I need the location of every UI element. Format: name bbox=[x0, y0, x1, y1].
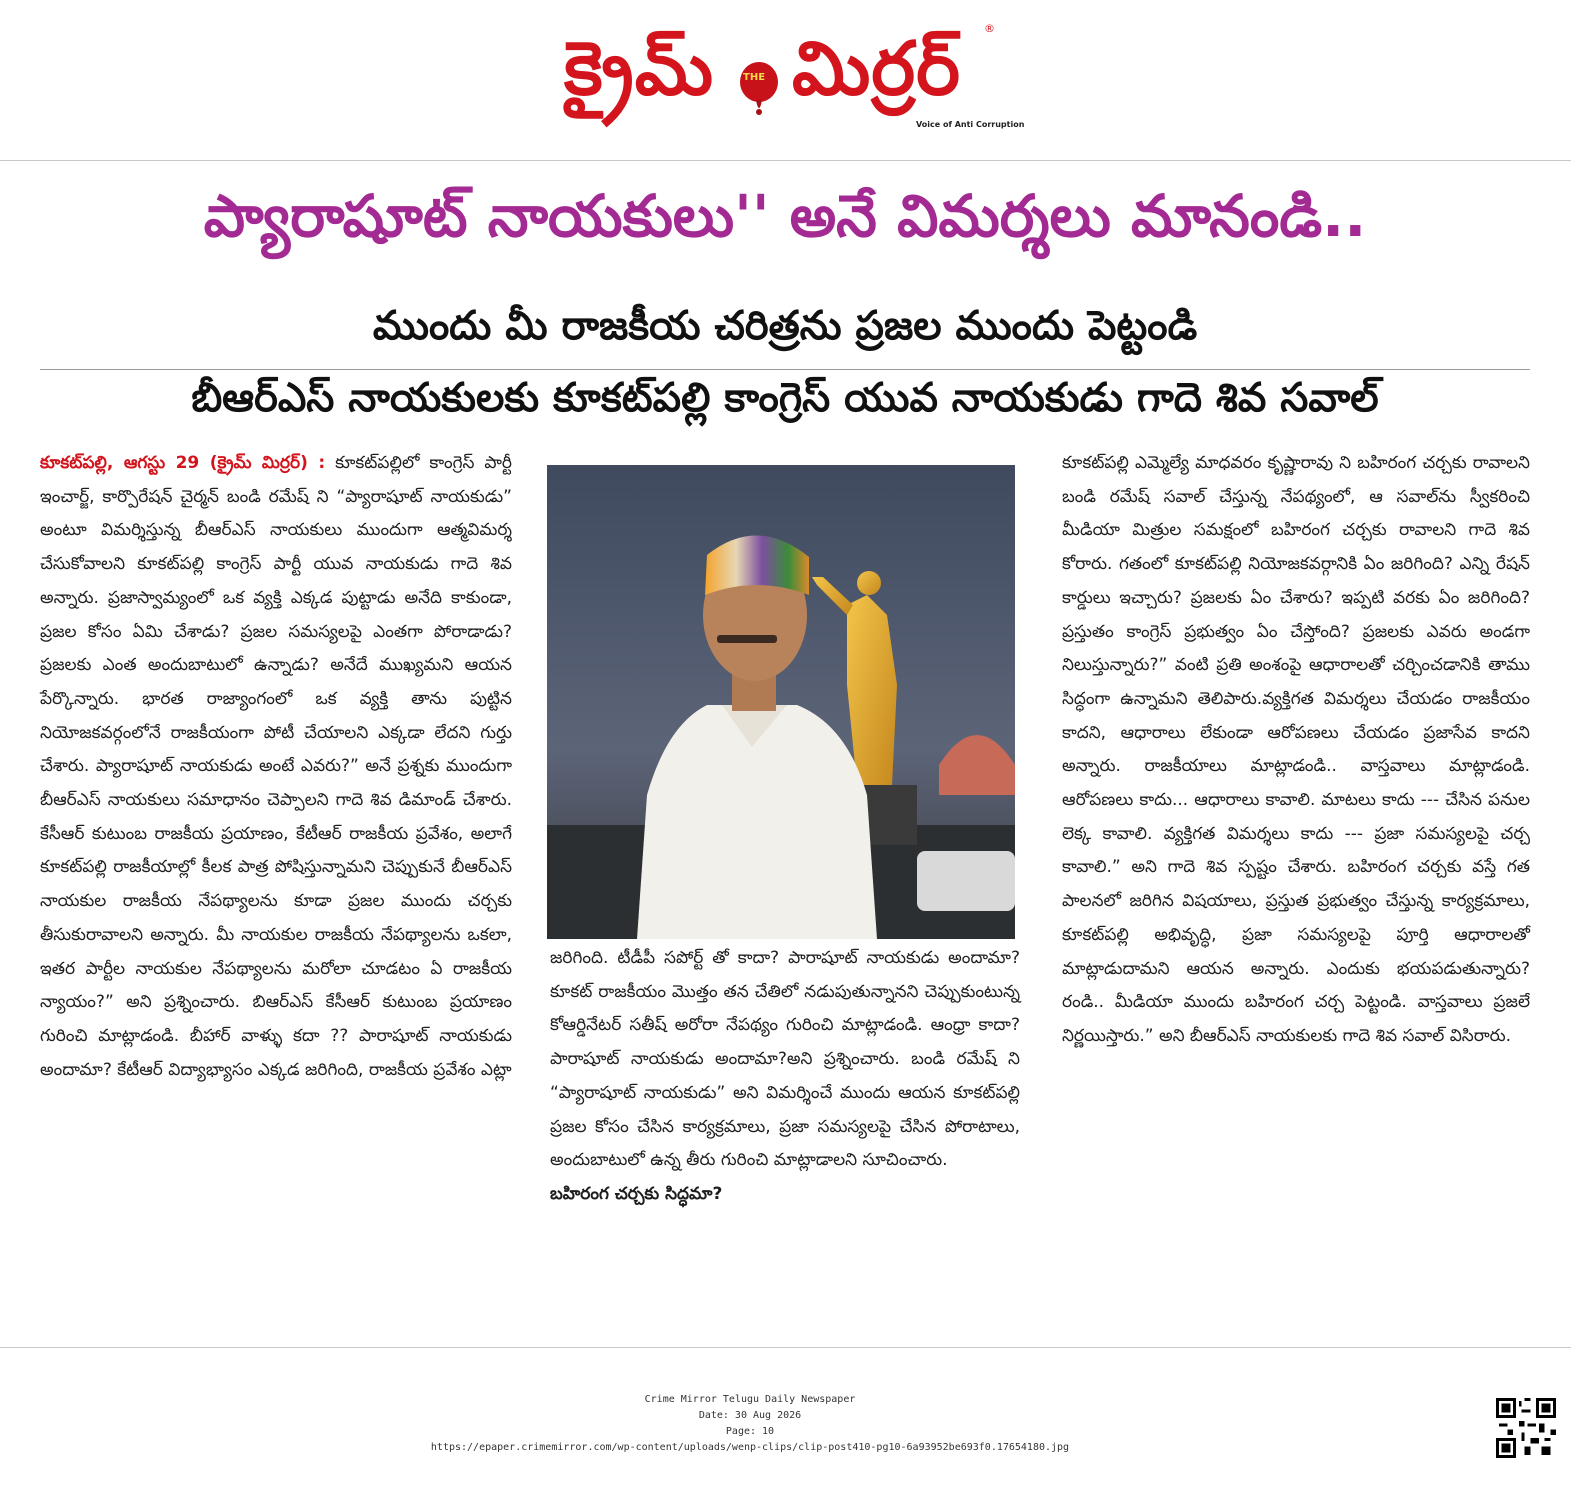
footer-paper-name: Crime Mirror Telugu Daily Newspaper bbox=[644, 1394, 856, 1405]
subheadline-secondary: బీఆర్ఎస్ నాయకులకు కూకట్‌పల్లి కాంగ్రెస్ యువ నాయకుడు గాదె శివ సవాల్ bbox=[191, 375, 1379, 421]
article-text-middle: జరిగింది. టీడీపీ సపోర్ట్ తో కాదా? పారాషూట్ నాయకుడు అందామా? కూకట్ రాజకీయం మొత్తం తన చేతిలో నడుపుతున్నానని చెప్పుకుంటున్న కోఆర్డినేటర్ సతీష్ అరోరా నేపథ్యం గురించి మాట్లాడండి. ఆంధ్రా కాదా? పారాషూట్ నాయకుడు అందామా?అని ప్రశ్నించారు. బండి రమేష్ ని “ప్యారాషూట్ నాయకుడు” అని విమర్శించే ముందు ఆయన కూకట్‌పల్లి ప్రజల కోసం చేసిన కార్యక్రమాలు, ప్రజా సమస్యలపై చేసిన పోరాటాలు, అందుబాటులో ఉన్న తీరు గురించి మాట్లాడాలని సూచించారు. bbox=[550, 948, 1020, 1171]
article-text-left: కూకట్‌పల్లిలో కాంగ్రెస్ పార్టీ ఇంచార్జ్, కార్పొరేషన్ చైర్మన్ బండి రమేష్ ని “ప్యారాషూట్ నాయకుడు” అంటూ విమర్శిస్తున్న బీఆర్ఎస్ నాయకులు ముందుగా ఆత్మవిమర్శ చేసుకోవాలని కూకట్‌పల్లి కాంగ్రెస్ పార్టీ యువ నాయకుడు గాదె శివ అన్నారు. ప్రజాస్వామ్యంలో ఒక వ్యక్తి ఎక్కడ పుట్టాడు అనేది కాకుండా, ప్రజల కోసం ఏమి చేశాడు? ప్రజల సమస్యలపై ఎంతగా పోరాడాడు? ప్రజలకు ఎంత అందుబాటులో ఉన్నాడు? అనేదే ముఖ్యమని ఆయన పేర్కొన్నారు. భారత రాజ్యాంగంలో ఒక వ్యక్తి తాను పుట్టిన నియోజకవర్గంలోనే రాజకీయంగా పోటీ చేయాలని ఎక్కడా లేదని గుర్తు చేశారు. ప్యారాషూట్ నాయకుడు అంటే ఎవరు?” అనే ప్రశ్నకు ముందుగా బీఆర్ఎస్ నాయకులు సమాధానం చెప్పాలని గాదె శివ డిమాండ్ చేశారు. కేసీఆర్ కుటుంబ రాజకీయ ప్రయాణం, కేటీఆర్ రాజకీయ ప్రవేశం, అలాగే కూకట్‌పల్లి రాజకీయాల్లో కీలక పాత్ర పోషిస్తున్నామని చెప్పుకునే బీఆర్ఎస్ నాయకుల రాజకీయ నేపథ్యాలను కూడా ప్రజల ముందు చర్చకు తీసుకురావాలని అన్నారు. మీ నాయకుల రాజకీయ నేపథ్యాలను ఒకలా, ఇతర పార్టీల నాయకుల నేపథ్యాలను మరోలా చూడటం ఏ రాజకీయ న్యాయం?” అని ప్రశ్నించారు. బిఆర్ఎస్ కేసీఆర్ కుటుంబ ప్రయాణం గురించి మాట్లాడండి. బీహార్ వాళ్ళు కదా ?? పారాషూట్ నాయకుడు అందామా? కేటీఆర్ విద్యాభ్యాసం ఎక్కడ జరిగింది, రాజకీయ ప్రవేశం ఎట్లా bbox=[40, 453, 512, 1080]
article-column-left bbox=[40, 447, 512, 1087]
logo bbox=[560, 20, 1025, 140]
dateline: కూకట్‌పల్లి, ఆగస్టు 29 (క్రైమ్ మిర్రర్) : bbox=[40, 453, 326, 473]
logo-word-left: క్రైమ్ bbox=[564, 26, 714, 112]
footer-page: Page: 10 bbox=[725, 1426, 775, 1437]
section-subhead: బహిరంగ చర్చకు సిద్ధమా? bbox=[550, 1183, 723, 1204]
footer-url[interactable]: https://epaper.crimemirror.com/wp-content/uploads/wenp-clips/clip-post410-pg10-6a93952be693f0.17654180.jpg bbox=[430, 1442, 1070, 1453]
subheadline-primary: ముందు మీ రాజకీయ చరిత్రను ప్రజల ముందు పెట్టండి bbox=[372, 303, 1198, 349]
logo-tagline: Voice of Anti Corruption bbox=[916, 120, 1025, 129]
headline: ప్యారాషూట్ నాయకులు'' అనే విమర్శలు మానండి.. bbox=[203, 182, 1367, 250]
article-photo bbox=[547, 465, 1015, 939]
article-column-right bbox=[1062, 447, 1530, 1054]
ink-drop-icon bbox=[736, 60, 782, 116]
logo-word-right: మిర్రర్ bbox=[792, 26, 962, 112]
footer bbox=[0, 1392, 1500, 1456]
article-text-right: కూకట్‌పల్లి ఎమ్మెల్యే మాధవరం కృష్ణారావు ని బహిరంగ చర్చకు రావాలని బండి రమేష్ సవాల్ చేస్తున్న నేపథ్యంలో, ఆ సవాల్‌ను స్వీకరించి మీడియా మిత్రుల సమక్షంలో బహిరంగ చర్చకు రావాలని గాదె శివ కోరారు. గతంలో కూకట్‌పల్లి నియోజకవర్గానికి ఏం జరిగింది? ఎన్ని రేషన్ కార్డులు ఇచ్చారు? ప్రజలకు ఏం చేశారు? ఇప్పటి వరకు ఏం జరిగింది? ప్రస్తుతం కాంగ్రెస్ ప్రభుత్వం ఏం చేస్తోంది? ప్రజలకు ఎవరు అండగా నిలుస్తున్నారు?” వంటి ప్రతి అంశంపై ఆధారాలతో చర్చించడానికి తాము సిద్ధంగా ఉన్నామని తెలిపారు.వ్యక్తిగత విమర్శలు చేయడం రాజకీయం కాదని, ఆధారాలు లేకుండా ఆరోపణలు చేయడం ప్రజాసేవ కాదని అన్నారు. రాజకీయాలు మాట్లాడండి.. వాస్తవాలు మాట్లాడండి. ఆరోపణలు కాదు... ఆధారాలు కావాలి. మాటలు కాదు --- చేసిన పనుల లెక్క కావాలి. వ్యక్తిగత విమర్శలు కాదు --- ప్రజా సమస్యలపై చర్చ కావాలి.” అని గాదె శివ స్పష్టం చేశారు. బహిరంగ చర్చకు వస్తే గత పాలనలో జరిగిన విషయాలు, ప్రస్తుత ప్రభుత్వం చేస్తున్న కార్యక్రమాలు, కూకట్‌పల్లి అభివృద్ధి, ప్రజా సమస్యలపై పూర్తి ఆధారాలతో మాట్లాడుదామని ఆయన అన్నారు. ఎందుకు భయపడుతున్నారు? రండి.. మీడియా ముందు బహిరంగ చర్చ పెట్టండి. వాస్తవాలు ప్రజలే నిర్ణయిస్తారు.” అని బీఆర్ఎస్ నాయకులకు గాదె శివ సవాల్ విసిరారు. bbox=[1062, 453, 1530, 1046]
registered-mark: ® bbox=[984, 22, 995, 35]
article-column-middle bbox=[550, 942, 1020, 1212]
footer-date: Date: 30 Aug 2026 bbox=[698, 1410, 802, 1421]
qr-code-icon[interactable] bbox=[1496, 1398, 1556, 1458]
footer-divider bbox=[0, 1347, 1571, 1348]
masthead bbox=[0, 0, 1571, 160]
subheadline-divider bbox=[40, 369, 1530, 370]
masthead-divider bbox=[0, 160, 1571, 161]
logo-the-label: THE bbox=[743, 72, 766, 83]
